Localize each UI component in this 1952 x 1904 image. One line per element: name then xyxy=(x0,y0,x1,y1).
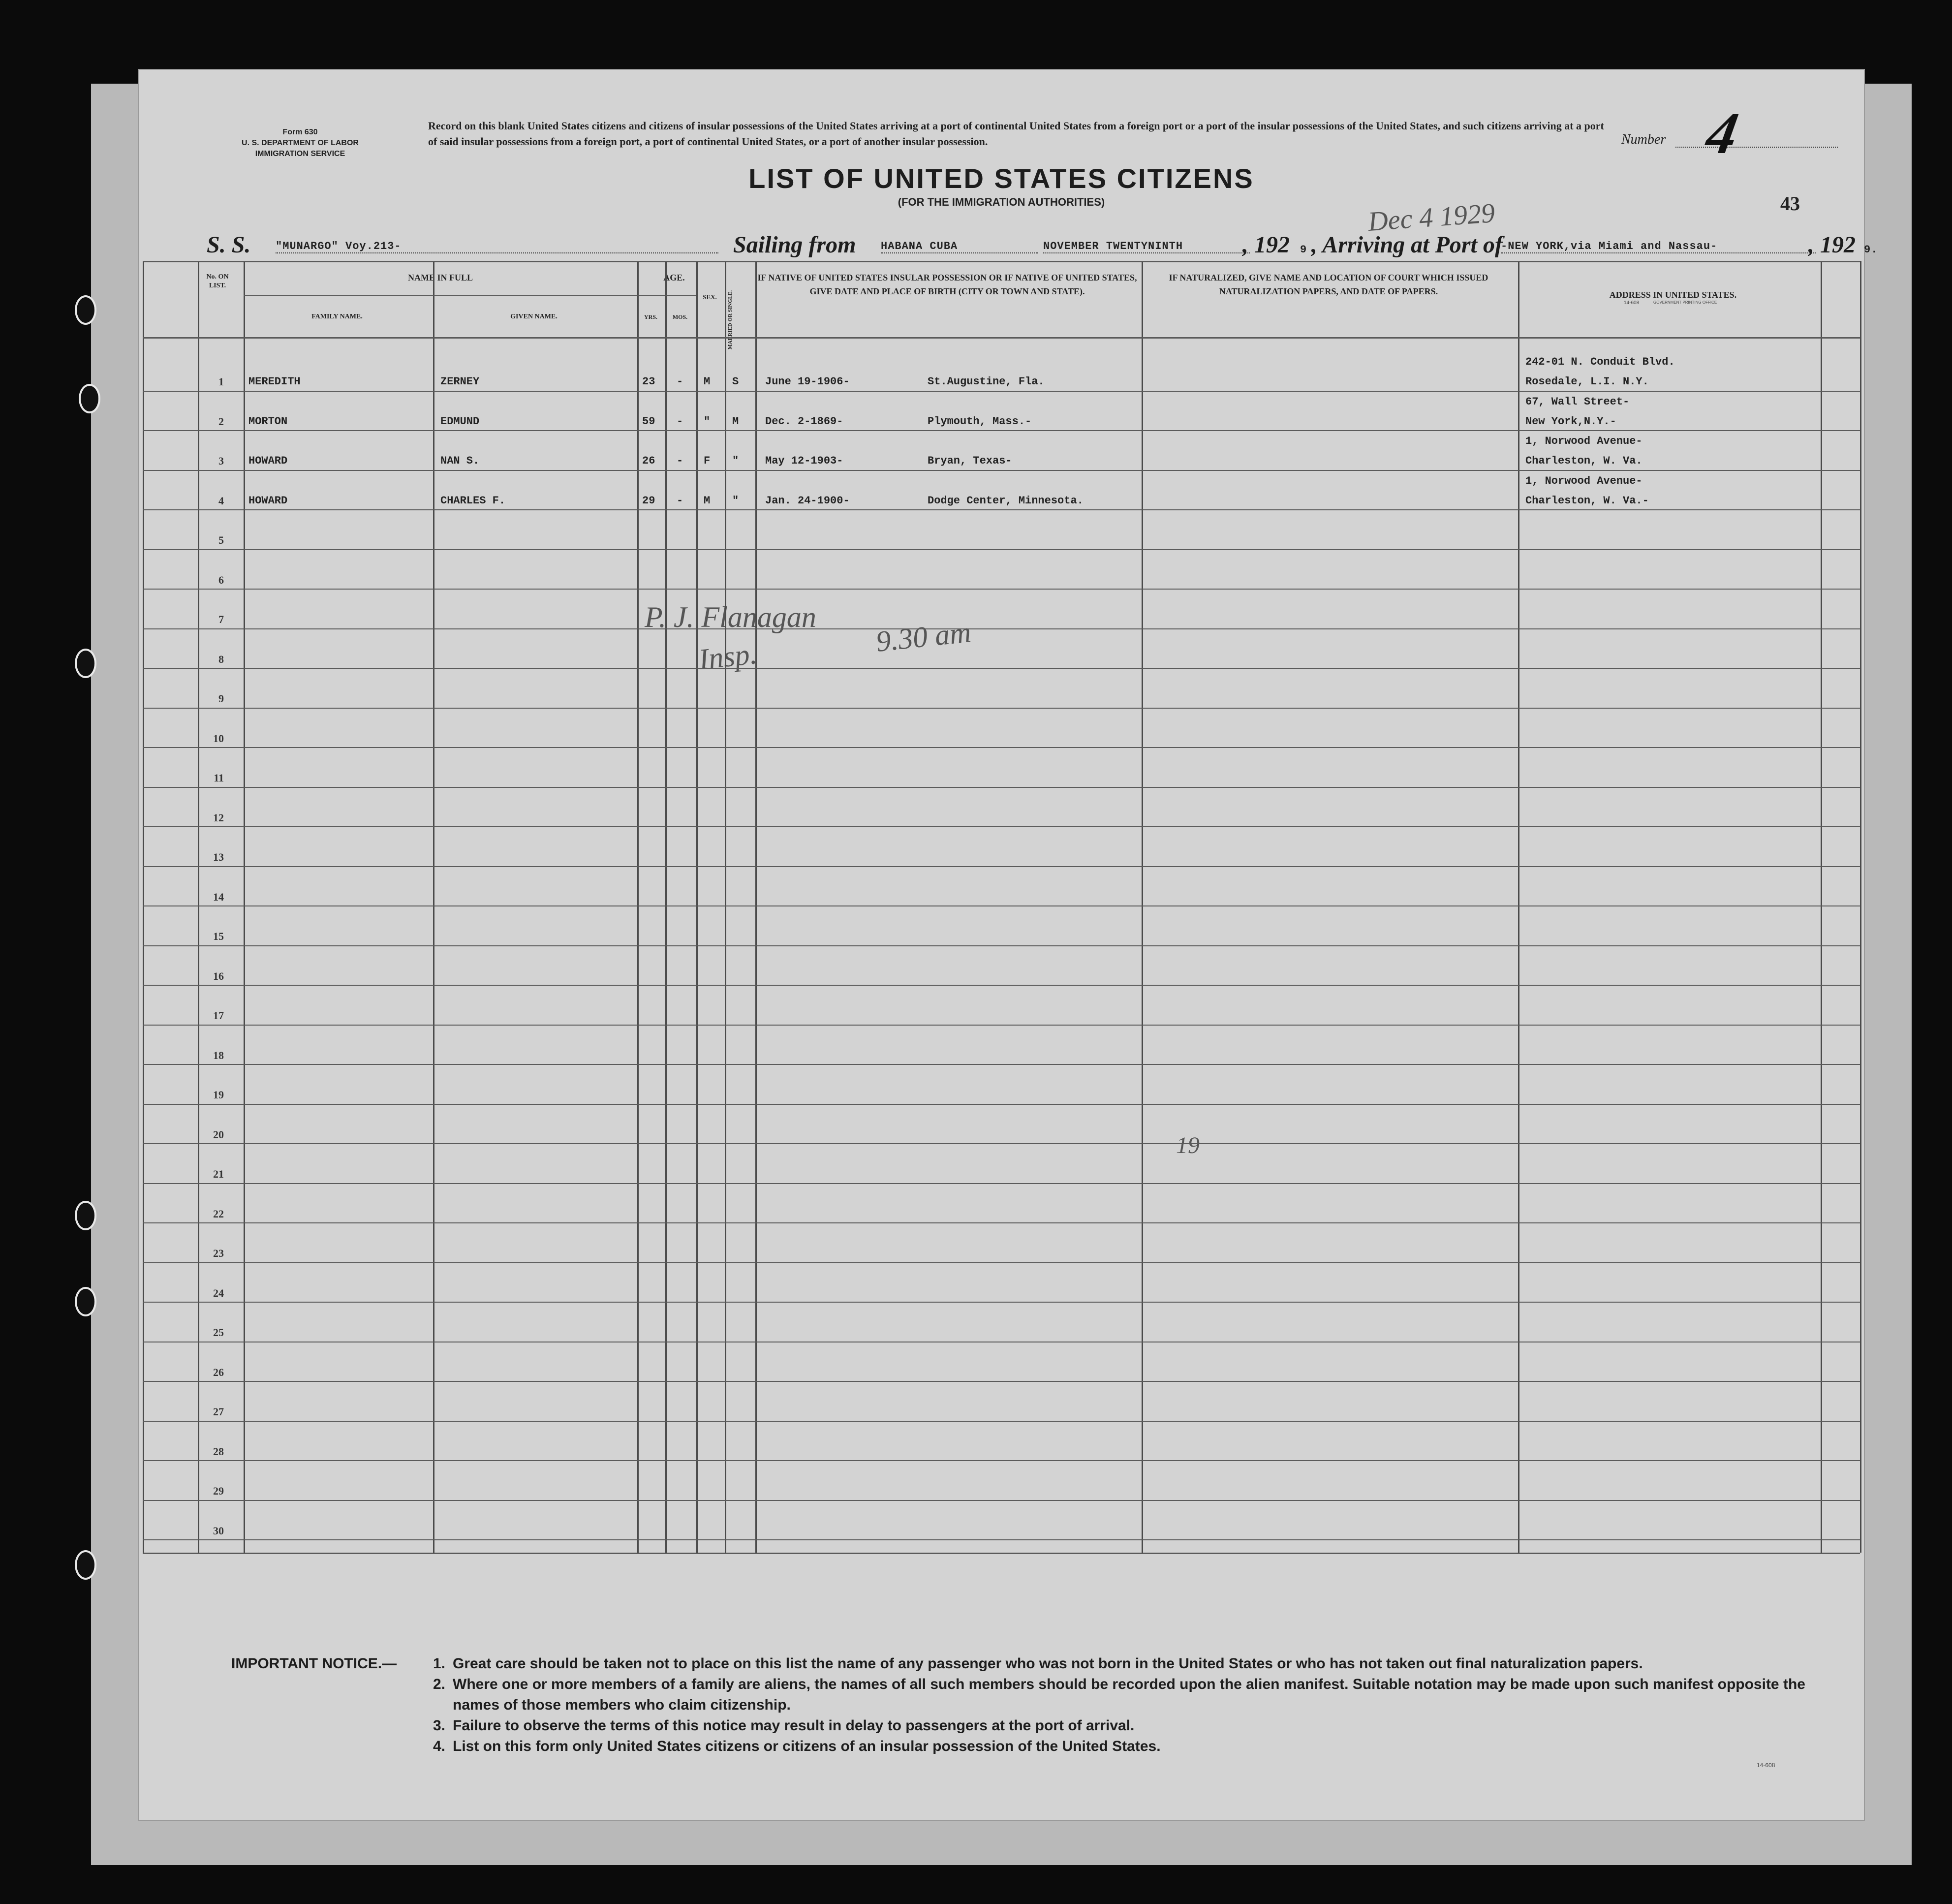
notice-item-text: Failure to observe the terms of this notice may result in delay to passengers at the port of arrival. xyxy=(453,1717,1135,1734)
footer-code: 14-608 xyxy=(1757,1762,1775,1769)
table-row-rule xyxy=(143,628,1860,629)
table-column-rule xyxy=(665,261,667,1553)
form-preamble: Record on this blank United States citizens and citizens of insular possessions of the United States arriving at a port of continental United States from a foreign port or a port of the insular possessions of the United States, and such citizens arriving at a port of said insular possessions from a foreign port, a port of continental United States, or a port of another insular possession. xyxy=(428,120,1604,148)
inspector-signature: P. J. Flanagan xyxy=(645,601,816,633)
year-prefix-2: , 192 xyxy=(1808,232,1856,258)
marital-status-cell: " xyxy=(732,455,739,467)
age-months-cell: - xyxy=(677,494,683,507)
table-row-rule xyxy=(143,787,1860,788)
table-column-rule xyxy=(637,261,639,1553)
table-row-rule xyxy=(143,1064,1860,1065)
row-number: 3 xyxy=(218,455,224,467)
row-number: 1 xyxy=(218,375,224,388)
table-row-rule xyxy=(143,470,1860,471)
row-number: 24 xyxy=(213,1286,224,1299)
table-column-rule xyxy=(198,261,199,1553)
row-number: 25 xyxy=(213,1326,224,1339)
notice-item-number: 2. xyxy=(433,1676,446,1692)
table-column-rule xyxy=(1518,261,1519,1553)
address-line2-cell: Rosedale, L.I. N.Y. xyxy=(1525,375,1649,388)
address-line2-cell: Charleston, W. Va.- xyxy=(1525,494,1649,507)
table-row-rule xyxy=(143,826,1860,827)
arriving-year-digit: 9. xyxy=(1864,244,1878,256)
notice-item-number: 3. xyxy=(433,1717,446,1734)
row-number: 17 xyxy=(213,1009,224,1022)
table-row-rule xyxy=(143,549,1860,550)
birth-date-cell: June 19-1906- xyxy=(765,375,850,388)
row-number: 28 xyxy=(213,1445,224,1458)
table-column-rule xyxy=(143,261,144,1553)
row-number: 30 xyxy=(213,1524,224,1537)
col-header-married-single: MARRIED OR SINGLE. xyxy=(727,290,733,349)
row-number: 19 xyxy=(213,1089,224,1101)
birth-place-cell: Bryan, Texas- xyxy=(928,455,1012,467)
form-number: Form 630 xyxy=(282,128,318,136)
page-title: LIST OF UNITED STATES CITIZENS xyxy=(748,163,1254,194)
col-header-naturalized: IF NATURALIZED, GIVE NAME AND LOCATION OF COURT WHICH ISSUED NATURALIZATION PAPERS, AND DATE OF PAPERS. xyxy=(1169,273,1488,296)
year-prefix: , 192 xyxy=(1242,232,1290,258)
given-name-cell: NAN S. xyxy=(440,455,480,467)
given-name-cell: ZERNEY xyxy=(440,375,480,388)
table-row-rule xyxy=(143,1143,1860,1144)
table-row-rule xyxy=(143,708,1860,709)
col-header-sex: SEX. xyxy=(703,293,717,301)
notice-item xyxy=(433,1716,1830,1736)
row-number: 12 xyxy=(213,811,224,824)
margin-number: 19 xyxy=(1176,1132,1200,1158)
age-years-cell: 26 xyxy=(642,455,655,467)
col-header-family-name: FAMILY NAME. xyxy=(311,313,363,320)
given-name-cell: EDMUND xyxy=(440,415,480,428)
row-number: 8 xyxy=(218,653,224,665)
notice-item xyxy=(433,1736,1830,1757)
sex-cell: F xyxy=(704,455,711,467)
punch-hole-icon xyxy=(75,649,96,678)
age-months-cell: - xyxy=(677,415,683,428)
table-row-rule xyxy=(143,1421,1860,1422)
ship-name: "MUNARGO" Voy.213- xyxy=(276,240,718,253)
address-line1-cell: 1, Norwood Avenue- xyxy=(1525,435,1642,447)
sailing-port: HABANA CUBA xyxy=(881,240,1038,253)
sailing-label: Sailing from xyxy=(733,232,856,258)
sex-cell: " xyxy=(704,415,711,428)
address-line2-cell: Charleston, W. Va. xyxy=(1525,455,1642,467)
table-row-rule xyxy=(143,668,1860,669)
form-identifier xyxy=(162,127,438,159)
row-number: 7 xyxy=(218,613,224,625)
arriving-port: -NEW YORK,via Miami and Nassau- xyxy=(1501,240,1816,253)
notice-item-text: List on this form only United States citizens or citizens of an insular possession of the United States. xyxy=(453,1738,1161,1754)
sex-cell: M xyxy=(704,494,711,507)
list-number-handwritten: 4 xyxy=(1702,100,1743,166)
col-header-age: AGE. xyxy=(663,273,685,282)
table-column-rule xyxy=(433,261,434,1553)
col-header-given-name: GIVEN NAME. xyxy=(510,313,558,320)
page-number: 43 xyxy=(1780,192,1800,215)
printer-name: GOVERNMENT PRINTING OFFICE xyxy=(1653,300,1717,305)
family-name-cell: HOWARD xyxy=(248,494,288,507)
inspection-time: 9.30 am xyxy=(874,616,973,658)
table-row-rule xyxy=(143,391,1860,392)
row-number: 23 xyxy=(213,1247,224,1259)
age-months-cell: - xyxy=(677,455,683,467)
row-number: 18 xyxy=(213,1049,224,1061)
row-number: 26 xyxy=(213,1366,224,1378)
col-header-name-in-full: NAME IN FULL xyxy=(407,273,473,282)
row-number: 6 xyxy=(218,573,224,586)
row-number: 27 xyxy=(213,1405,224,1418)
service-name: IMMIGRATION SERVICE xyxy=(255,150,345,158)
table-row-rule xyxy=(143,1262,1860,1263)
address-line2-cell: New York,N.Y.- xyxy=(1525,415,1616,428)
notice-item xyxy=(433,1654,1830,1674)
table-row-rule xyxy=(143,261,1860,262)
birth-place-cell: Plymouth, Mass.- xyxy=(928,415,1032,428)
table-column-rule xyxy=(1821,261,1822,1553)
notice-item xyxy=(433,1674,1830,1716)
table-row-rule xyxy=(143,1539,1860,1540)
marital-status-cell: M xyxy=(732,415,739,428)
row-number: 29 xyxy=(213,1485,224,1497)
family-name-cell: HOWARD xyxy=(248,455,288,467)
table-row-rule xyxy=(143,985,1860,986)
arrival-date-handwritten: Dec 4 1929 xyxy=(1367,198,1496,237)
table-row-rule xyxy=(143,430,1860,431)
table-row-rule xyxy=(143,905,1860,906)
age-years-cell: 23 xyxy=(642,375,655,388)
table-column-rule xyxy=(1860,261,1861,1553)
marital-status-cell: " xyxy=(732,494,739,507)
punch-hole-icon xyxy=(75,1287,96,1316)
row-number: 2 xyxy=(218,415,224,428)
table-row-rule xyxy=(143,866,1860,867)
row-number: 11 xyxy=(214,772,224,784)
row-number: 22 xyxy=(213,1207,224,1220)
table-row-rule xyxy=(143,1183,1860,1184)
given-name-cell: CHARLES F. xyxy=(440,494,506,507)
table-column-rule xyxy=(725,261,726,1553)
birth-place-cell: St.Augustine, Fla. xyxy=(928,375,1045,388)
col-header-no: No. ON LIST. xyxy=(206,273,229,289)
sailing-year-digit: 9 xyxy=(1300,244,1307,256)
row-number: 21 xyxy=(213,1168,224,1180)
page-subtitle: (FOR THE IMMIGRATION AUTHORITIES) xyxy=(898,196,1105,208)
table-row-rule xyxy=(244,295,637,296)
col-header-mos: MOS. xyxy=(672,313,688,320)
row-number: 4 xyxy=(218,494,224,507)
table-row-rule xyxy=(143,1302,1860,1303)
family-name-cell: MORTON xyxy=(248,415,288,428)
row-number: 5 xyxy=(218,534,224,546)
table-row-rule xyxy=(143,337,1860,339)
table-row-rule xyxy=(143,1104,1860,1105)
row-number: 15 xyxy=(213,930,224,942)
table-column-rule xyxy=(755,261,757,1553)
arriving-label: , Arriving at Port of xyxy=(1311,232,1503,258)
passenger-table xyxy=(143,261,1860,1596)
ss-label: S. S. xyxy=(207,232,251,258)
row-number: 9 xyxy=(218,692,224,705)
birth-date-cell: Dec. 2-1869- xyxy=(765,415,843,428)
notice-item-number: 4. xyxy=(433,1738,446,1754)
address-line1-cell: 67, Wall Street- xyxy=(1525,395,1630,408)
printer-code: 14-608 xyxy=(1624,300,1640,306)
table-row-rule xyxy=(637,295,696,296)
punch-hole-icon xyxy=(79,384,100,413)
notice-item-text: Where one or more members of a family are aliens, the names of all such members should be recorded upon the alien manifest. Suitable notation may be made upon such manifest opposite the names of those members who claim citizenship. xyxy=(453,1676,1805,1713)
family-name-cell: MEREDITH xyxy=(248,375,301,388)
row-number: 20 xyxy=(213,1128,224,1141)
notice-items xyxy=(433,1654,1830,1757)
table-row-rule xyxy=(143,1553,1860,1554)
table-row-rule xyxy=(143,1381,1860,1382)
number-label: Number xyxy=(1621,132,1666,147)
birth-date-cell: Jan. 24-1900- xyxy=(765,494,850,507)
row-number: 10 xyxy=(213,732,224,745)
notice-item-number: 1. xyxy=(433,1655,446,1672)
address-line1-cell: 242-01 N. Conduit Blvd. xyxy=(1525,356,1675,368)
manifest-page xyxy=(138,69,1878,1821)
age-years-cell: 29 xyxy=(642,494,655,507)
table-row-rule xyxy=(143,589,1860,590)
col-header-address: ADDRESS IN UNITED STATES. xyxy=(1609,290,1737,300)
table-row-rule xyxy=(143,945,1860,946)
sex-cell: M xyxy=(704,375,711,388)
inspector-title: Insp. xyxy=(697,637,759,676)
punch-hole-icon xyxy=(75,1550,96,1580)
number-line xyxy=(1675,147,1838,148)
col-header-yrs: YRS. xyxy=(644,313,657,320)
table-row-rule xyxy=(143,1025,1860,1026)
address-line1-cell: 1, Norwood Avenue- xyxy=(1525,474,1642,487)
punch-hole-icon xyxy=(75,1201,96,1230)
table-row-rule xyxy=(143,1222,1860,1223)
notice-label: IMPORTANT NOTICE.— xyxy=(231,1655,397,1672)
age-months-cell: - xyxy=(677,375,683,388)
table-row-rule xyxy=(143,747,1860,748)
table-row-rule xyxy=(143,1460,1860,1461)
col-header-birth: IF NATIVE OF UNITED STATES INSULAR POSSESSION OR IF NATIVE OF UNITED STATES, GIVE DATE AND PLACE OF BIRTH (CITY OR TOWN AND STATE). xyxy=(757,273,1137,296)
birth-date-cell: May 12-1903- xyxy=(765,455,843,467)
sailing-date: NOVEMBER TWENTYNINTH xyxy=(1043,240,1250,253)
notice-item-text: Great care should be taken not to place on this list the name of any passenger who was not born in the United States or who has not taken out final naturalization papers. xyxy=(453,1655,1643,1672)
age-years-cell: 59 xyxy=(642,415,655,428)
row-number: 13 xyxy=(213,851,224,863)
table-column-rule xyxy=(1142,261,1143,1553)
row-number: 16 xyxy=(213,969,224,982)
table-row-rule xyxy=(143,1500,1860,1501)
table-column-rule xyxy=(244,261,245,1553)
row-number: 14 xyxy=(213,890,224,903)
table-row-rule xyxy=(143,509,1860,510)
marital-status-cell: S xyxy=(732,375,739,388)
table-column-rule xyxy=(696,261,698,1553)
department-name: U. S. DEPARTMENT OF LABOR xyxy=(242,139,359,147)
punch-hole-icon xyxy=(75,295,96,325)
birth-place-cell: Dodge Center, Minnesota. xyxy=(928,494,1084,507)
